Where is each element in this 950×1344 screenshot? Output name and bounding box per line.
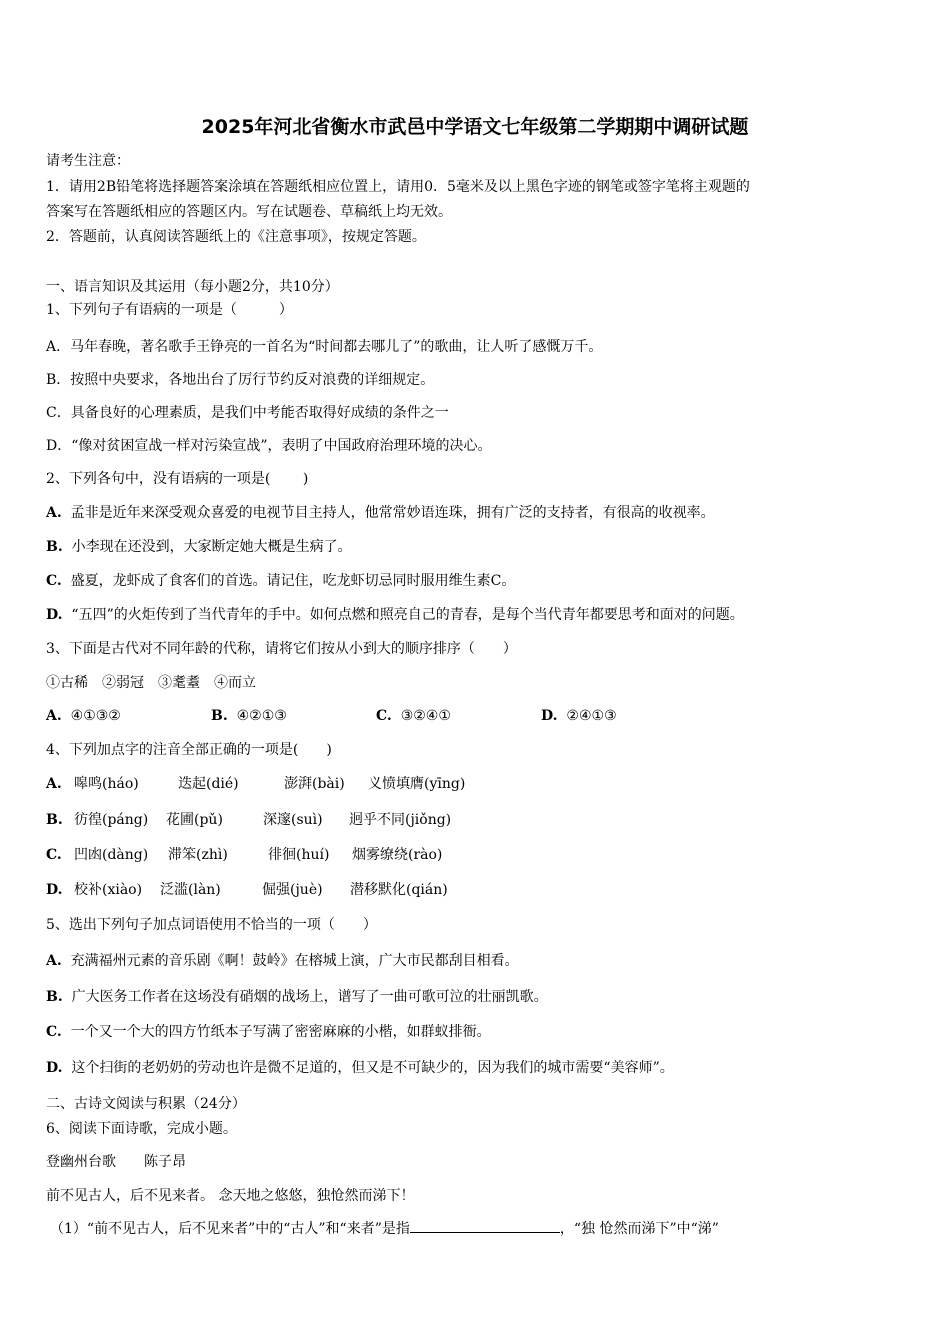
option-label: A.	[46, 953, 62, 969]
option-text: 盛夏，龙虾成了食客们的首选。请记住，吃龙虾切忌同时服用维生素C。	[70, 573, 516, 589]
q5-option-c	[46, 1023, 491, 1041]
option-label: A.	[46, 708, 62, 724]
option-label: C.	[376, 708, 392, 724]
option-text: 一个又一个大的四方竹纸本子写满了密密麻麻的小楷，如群蚁排衙。	[70, 1024, 491, 1040]
option-label: A.	[46, 776, 62, 792]
answer-blank[interactable]	[410, 1220, 560, 1233]
option-text: 充满福州元素的音乐剧《啊！鼓岭》在榕城上演，广大市民都刮目相看。	[70, 953, 519, 969]
q2-option-d	[46, 606, 744, 624]
q4-d-word-3: 倔强(juè)	[262, 882, 323, 898]
q5-option-a	[46, 952, 519, 970]
q4-d-word-1: 校补(xiào)	[74, 882, 143, 898]
section-1-heading: 一、语言知识及其运用（每小题2分，共10分）	[46, 279, 339, 295]
notice-item-1-cont: 答案写在答题纸相应的答题区内。写在试题卷、草稿纸上均无效。	[46, 204, 452, 220]
q4-stem: 4、下列加点字的注音全部正确的一项是( )	[46, 742, 332, 758]
poem-title: 登幽州台歌 陈子昂	[46, 1154, 186, 1170]
option-label: C.	[46, 1024, 62, 1040]
option-label: C.	[46, 573, 62, 589]
option-text: ④①③②	[70, 708, 121, 724]
option-text: ②④①③	[566, 708, 617, 724]
q4-a-word-3: 澎湃(bài)	[284, 776, 345, 792]
option-label: D.	[541, 708, 558, 724]
q6-stem: 6、阅读下面诗歌，完成小题。	[46, 1121, 237, 1137]
q2-stem: 2、下列各句中，没有语病的一项是( )	[46, 471, 309, 487]
q4-option-a	[46, 775, 465, 793]
q3-items: ①古稀 ②弱冠 ③耄耋 ④而立	[46, 675, 256, 691]
option-text: 小李现在还没到，大家断定她大概是生病了。	[71, 539, 352, 555]
q4-a-word-1: 嗥鸣(háo)	[74, 776, 139, 792]
q4-b-word-2: 花圃(pǔ)	[166, 812, 223, 828]
option-text: 这个扫街的老奶奶的劳动也许是微不足道的，但又是不可缺少的，因为我们的城市需要“美容师”。	[71, 1060, 674, 1076]
q3-option-c	[376, 707, 541, 725]
q5-stem: 5、选出下列句子加点词语使用不恰当的一项（ ）	[46, 917, 377, 933]
option-text: “五四”的火炬传到了当代青年的手中。如何点燃和照亮自己的青春，是每个当代青年都要思考和面对的问题。	[71, 607, 744, 623]
q4-d-word-4: 潜移默化(qián)	[350, 882, 448, 898]
option-label: B.	[46, 812, 63, 828]
q2-option-c	[46, 572, 515, 590]
q3-option-d	[541, 707, 661, 725]
q2-option-a	[46, 504, 715, 522]
sub-question-text-cont: ，“独 怆然而涕下”中“涕”	[559, 1221, 719, 1237]
option-text: 孟非是近年来深受观众喜爱的电视节目主持人，他常常妙语连珠，拥有广泛的支持者，有很高的收视率。	[70, 505, 715, 521]
option-label: B.	[46, 989, 63, 1005]
q3-stem: 3、下面是古代对不同年龄的代称，请将它们按从小到大的顺序排序（ ）	[46, 641, 517, 657]
q4-b-word-4: 迥乎不同(jiǒng)	[349, 812, 452, 828]
q1-option-b: B．按照中央要求，各地出台了厉行节约反对浪费的详细规定。	[46, 372, 435, 388]
q5-option-b	[46, 988, 548, 1006]
q4-c-word-1: 凹凼(dàng)	[74, 847, 149, 863]
notice-item-2: 2．答题前，认真阅读答题纸上的《注意事项》，按规定答题。	[46, 229, 426, 245]
option-label: D.	[46, 1060, 63, 1076]
section-2-heading: 二、古诗文阅读与积累（24分）	[46, 1096, 246, 1112]
sub-question-text: （1）“前不见古人，后不见来者”中的“古人”和“来者”是指	[50, 1221, 410, 1237]
exam-title: 2025年河北省衡水市武邑中学语文七年级第二学期期中调研试题	[201, 116, 749, 138]
option-label: B.	[211, 708, 228, 724]
q4-d-word-2: 泛滥(làn)	[160, 882, 221, 898]
poem-body: 前不见古人，后不见来者。 念天地之悠悠，独怆然而涕下！	[46, 1188, 415, 1204]
q4-option-c	[46, 846, 442, 864]
q1-option-d: D．“像对贫困宣战一样对污染宣战”，表明了中国政府治理环境的决心。	[46, 438, 492, 454]
notice-heading: 请考生注意：	[46, 153, 130, 169]
q5-option-d	[46, 1059, 674, 1077]
q1-stem: 1、下列句子有语病的一项是（ ）	[46, 302, 293, 318]
q3-options	[46, 707, 661, 725]
q4-option-d	[46, 881, 448, 899]
q4-a-word-4: 义愤填膺(yīng)	[368, 776, 466, 792]
option-text: ③②④①	[400, 708, 451, 724]
option-label: D.	[46, 882, 63, 898]
q1-option-c: C．具备良好的心理素质，是我们中考能否取得好成绩的条件之一	[46, 405, 449, 421]
q4-b-word-3: 深邃(suì)	[263, 812, 323, 828]
option-label: B.	[46, 539, 63, 555]
notice-item-1: 1．请用2B铅笔将选择题答案涂填在答题纸相应位置上，请用0．5毫米及以上黑色字迹的钢笔或签字笔将主观题的	[46, 179, 750, 195]
option-text: ④②①③	[236, 708, 287, 724]
option-label: D.	[46, 607, 63, 623]
q4-b-word-1: 彷徨(páng)	[74, 812, 149, 828]
q4-c-word-4: 烟雾缭绕(rào)	[352, 847, 443, 863]
q2-option-b	[46, 538, 352, 556]
q1-option-a: A．马年春晚，著名歌手王铮亮的一首名为“时间都去哪儿了”的歌曲，让人听了感慨万千。	[46, 339, 603, 355]
q4-option-b	[46, 811, 451, 829]
q4-c-word-3: 徘徊(huí)	[268, 847, 330, 863]
option-label: A.	[46, 505, 62, 521]
q4-a-word-2: 迭起(dié)	[178, 776, 239, 792]
q4-c-word-2: 滞笨(zhì)	[168, 847, 228, 863]
q3-option-b	[211, 707, 376, 725]
option-text: 广大医务工作者在这场没有硝烟的战场上，谱写了一曲可歌可泣的壮丽凯歌。	[71, 989, 548, 1005]
option-label: C.	[46, 847, 62, 863]
q3-option-a	[46, 707, 211, 725]
q6-sub-question-1	[50, 1220, 719, 1238]
